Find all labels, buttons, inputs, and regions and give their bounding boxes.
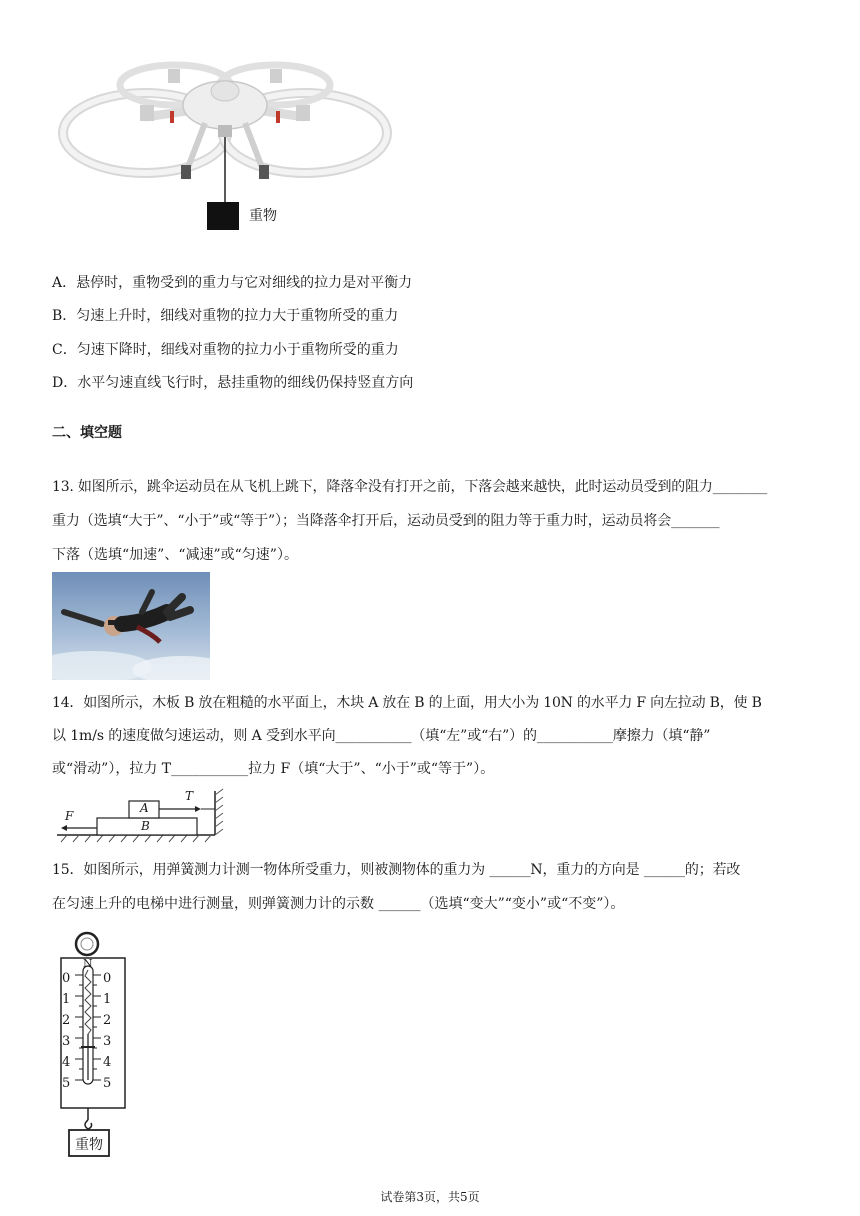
unit-label: N <box>83 957 93 970</box>
block-b-label: B <box>141 819 150 833</box>
scale-right-5: 5 <box>103 1076 112 1091</box>
skydiver-image <box>52 572 210 680</box>
q15-line-2: 在匀速上升的电梯中进行测量，则弹簧测力计的示数 ______（选填“变大”“变小”或“不变”）。 <box>52 896 625 912</box>
option-a: A．悬停时，重物受到的重力与它对细线的拉力是对平衡力 <box>52 275 413 291</box>
blocks-figure <box>55 787 230 843</box>
weight-label: 重物 <box>249 208 277 224</box>
q14-line-1: 14．如图所示，木板 B 放在粗糙的水平面上，木块 A 放在 B 的上面，用大小为 10N 的水平力 F 向左拉动 B，使 B <box>52 695 762 711</box>
blocks-diagram <box>55 787 230 843</box>
block-a-label: A <box>140 801 149 815</box>
option-b: B．匀速上升时，细线对重物的拉力大于重物所受的重力 <box>52 308 399 324</box>
scale-right-1: 1 <box>103 992 112 1007</box>
option-c: C．匀速下降时，细线对重物的拉力小于重物所受的重力 <box>52 342 399 358</box>
page-footer: 试卷第3页，共5页 <box>380 1190 480 1204</box>
scale-left <box>62 968 70 1094</box>
q13-line-2: 重力（选填“大于”、“小于”或“等于”）；当降落伞打开后，运动员受到的阻力等于重力时，运动员将会_______ <box>52 513 720 529</box>
scale-right-4: 4 <box>103 1055 112 1070</box>
scale-left-1: 1 <box>62 992 71 1007</box>
q13-line-1: 13. 如图所示，跳伞运动员在从飞机上跳下，降落伞没有打开之前，下落会越来越快，此时运动员受到的阻力________ <box>52 479 768 495</box>
drone-figure <box>55 55 395 235</box>
scale-left-2: 2 <box>62 1013 71 1028</box>
scale-right <box>103 968 111 1094</box>
force-t-label: T <box>185 789 194 803</box>
q14-line-2: 以 1m/s 的速度做匀速运动，则 A 受到水平向___________（填“左”或“右”）的___________摩擦力（填“静” <box>52 728 711 744</box>
scale-right-3: 3 <box>103 1034 112 1049</box>
scale-right-0: 0 <box>103 971 112 986</box>
option-d: D．水平匀速直线飞行时，悬挂重物的细线仍保持竖直方向 <box>52 375 414 391</box>
q14-line-3: 或“滑动”），拉力 T___________拉力 F（填“大于”、“小于”或“等于”）。 <box>52 761 495 777</box>
q13-line-3: 下落（选填“加速”、“减速”或“匀速”）。 <box>52 547 298 563</box>
skydiver-photo <box>52 572 210 680</box>
section-title: 二、填空题 <box>52 425 122 441</box>
scale-left-5: 5 <box>62 1076 71 1091</box>
drone-illustration <box>55 55 395 235</box>
scale-left-4: 4 <box>62 1055 71 1070</box>
scale-right-2: 2 <box>103 1013 112 1028</box>
spring-scale-figure <box>55 930 155 1160</box>
scale-left-0: 0 <box>62 971 71 986</box>
force-f-label: F <box>65 809 74 823</box>
weight-box-label: 重物 <box>75 1137 103 1153</box>
q15-line-1: 15．如图所示，用弹簧测力计测一物体所受重力，则被测物体的重力为 ______N，重力的方向是 ______的；若改 <box>52 862 741 878</box>
scale-left-3: 3 <box>62 1034 71 1049</box>
